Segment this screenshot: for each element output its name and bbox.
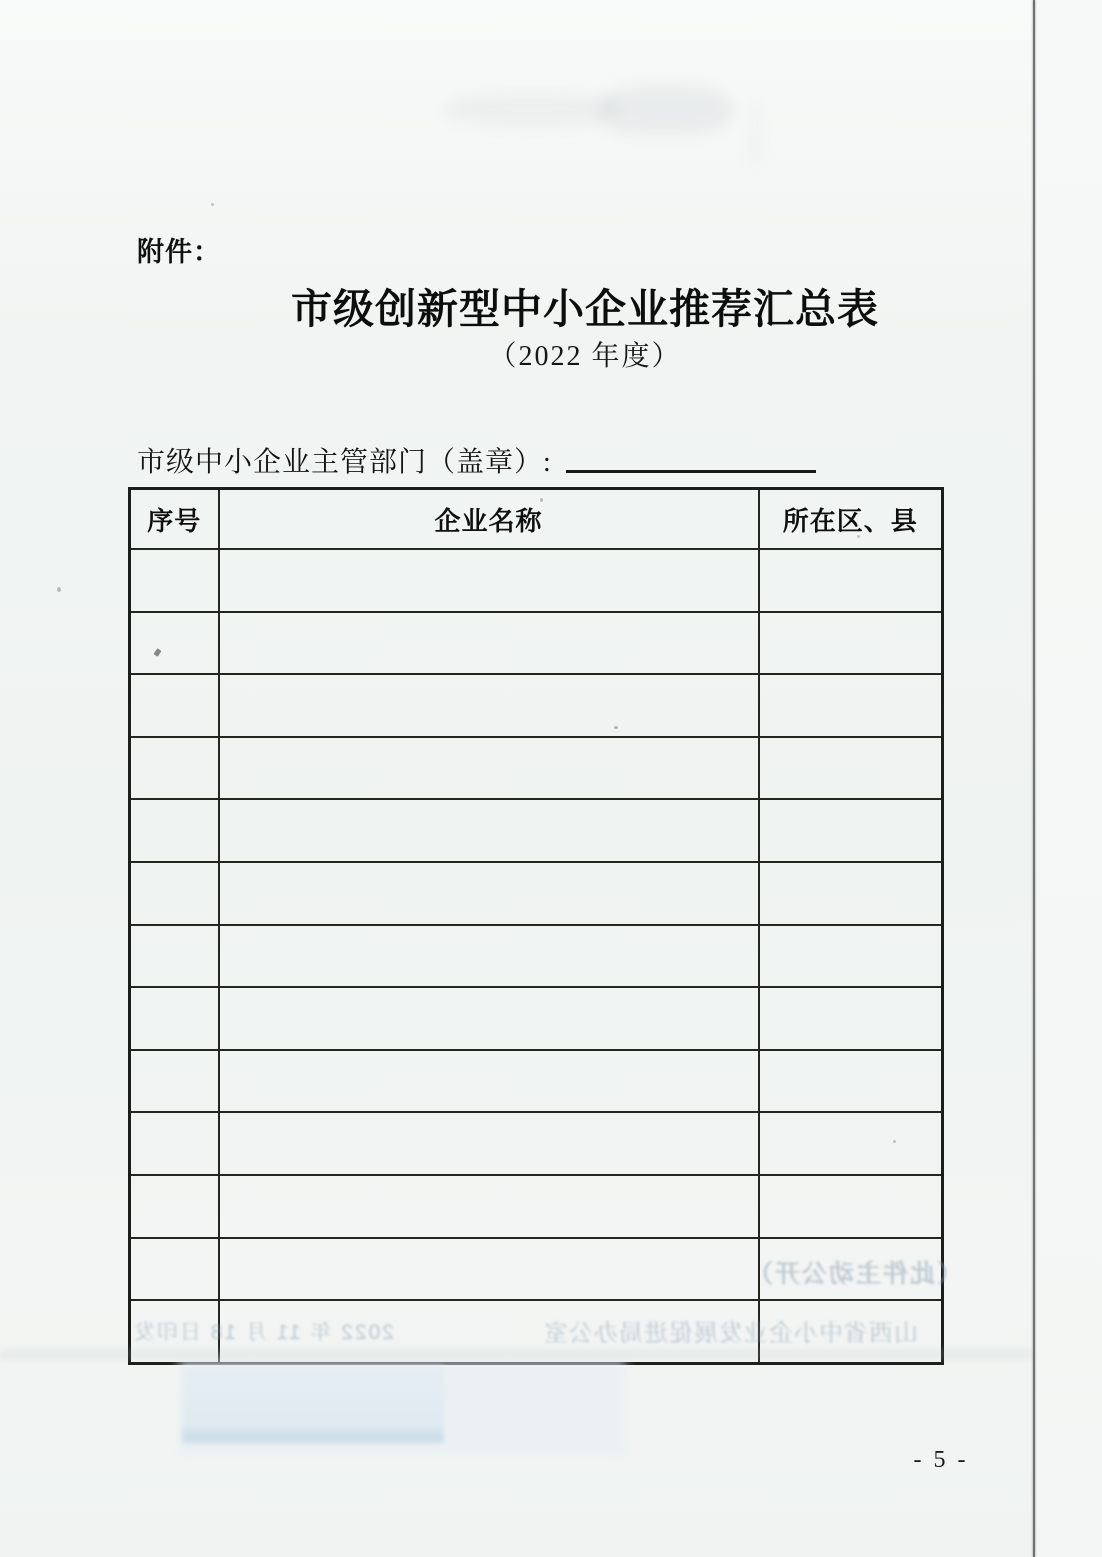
table-row <box>130 862 943 925</box>
table-cell <box>130 862 219 925</box>
table-cell <box>130 1238 219 1301</box>
table-row <box>130 737 943 800</box>
table-cell <box>759 674 943 737</box>
table-row <box>130 612 943 675</box>
scan-edge-line <box>1033 0 1035 1557</box>
table-cell <box>130 674 219 737</box>
table-cell <box>219 987 759 1050</box>
dust-speck <box>540 498 543 502</box>
page-number: - 5 - <box>913 1447 969 1473</box>
table-cell <box>219 925 759 988</box>
table-cell <box>130 1112 219 1175</box>
table-cell <box>759 612 943 675</box>
dust-speck <box>57 587 61 592</box>
dust-speck <box>857 535 860 538</box>
table-cell <box>219 549 759 612</box>
bleedthrough-issuer-office: 山西省中小企业发展促进局办公室 <box>543 1320 918 1347</box>
table-cell <box>130 925 219 988</box>
table-cell <box>759 799 943 862</box>
seal-line <box>137 440 816 480</box>
table-cell <box>759 987 943 1050</box>
table-header-row <box>130 489 943 550</box>
table-row <box>130 674 943 737</box>
table-row <box>130 1050 943 1113</box>
table-cell <box>219 674 759 737</box>
table-cell <box>130 737 219 800</box>
table-cell <box>759 1112 943 1175</box>
table-cell <box>130 799 219 862</box>
table-cell <box>219 1238 759 1301</box>
table-cell <box>759 737 943 800</box>
stamp-bleedthrough <box>182 1366 444 1444</box>
document-title: 市级创新型中小企业推荐汇总表 <box>291 286 879 332</box>
document-subtitle: （2022 年度） <box>488 341 682 372</box>
table-row <box>130 549 943 612</box>
bleedthrough-print-date: 2022 年 11 月 18 日印发 <box>131 1321 394 1344</box>
table-row <box>130 1175 943 1238</box>
table-row <box>130 925 943 988</box>
table-cell <box>219 1112 759 1175</box>
table-cell <box>759 862 943 925</box>
recommendation-table <box>128 487 944 1365</box>
dust-speck <box>614 726 618 729</box>
bleedthrough-smudge <box>445 92 620 126</box>
bleedthrough-smudge <box>598 84 733 136</box>
header-serial-number: 序号 <box>130 489 219 550</box>
table-row <box>130 987 943 1050</box>
bleedthrough-publish-note: （此件主动公开） <box>745 1260 962 1288</box>
table-cell <box>130 987 219 1050</box>
seal-line-label: 市级中小企业主管部门（盖章）: <box>137 447 552 478</box>
table-cell <box>219 737 759 800</box>
table-cell <box>219 612 759 675</box>
header-district-county: 所在区、县 <box>759 489 943 550</box>
table-cell <box>130 1050 219 1113</box>
table-row <box>130 799 943 862</box>
dust-speck <box>893 1140 896 1143</box>
header-enterprise-name: 企业名称 <box>219 489 759 550</box>
table-cell <box>130 1175 219 1238</box>
table-cell <box>759 925 943 988</box>
table-cell <box>759 1175 943 1238</box>
table-cell <box>219 799 759 862</box>
table-cell <box>219 1175 759 1238</box>
table-cell <box>219 862 759 925</box>
scan-right-margin <box>1035 0 1102 1557</box>
table-body <box>130 549 943 1363</box>
bleedthrough-smudge <box>753 100 757 166</box>
seal-blank-underline <box>566 470 816 473</box>
scan-streak <box>0 1348 1035 1360</box>
table-cell <box>759 1050 943 1113</box>
dust-speck <box>211 203 214 206</box>
table-cell <box>130 549 219 612</box>
table-cell <box>219 1050 759 1113</box>
table-cell <box>759 549 943 612</box>
table-row <box>130 1112 943 1175</box>
table-cell <box>130 612 219 675</box>
attachment-label: 附件： <box>137 237 221 267</box>
